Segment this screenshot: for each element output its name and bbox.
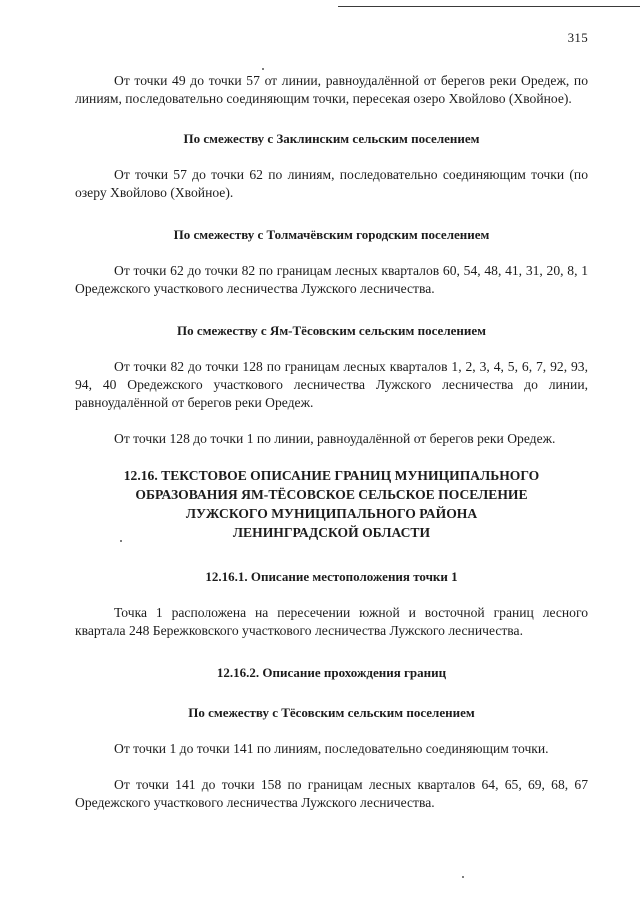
section-heading [75, 466, 588, 542]
scan-speck [262, 68, 264, 70]
section-heading-line: ЛЕНИНГРАДСКОЙ ОБЛАСТИ [232, 525, 431, 540]
paragraph-point-1: Точка 1 расположена на пересечении южной и восточной границ лесного квартала 248 Бережковского участкового лесничества Лужского лесничества. [75, 605, 588, 638]
document-body [75, 72, 588, 812]
paragraph-boundary-62-82: От точки 62 до точки 82 по границам лесных кварталов 60, 54, 48, 41, 31, 20, 8, 1 Оредежского участкового лесничества Лужского лесничества. [75, 263, 588, 296]
paragraph-boundary-1-141: От точки 1 до точки 141 по линиям, последовательно соединяющим точки. [114, 741, 549, 756]
paragraph-boundary-128-1: От точки 128 до точки 1 по линии, равноудалённой от берегов реки Оредеж. [114, 431, 556, 446]
paragraph-boundary-57-62: От точки 57 до точки 62 по линиям, последовательно соединяющим точки (по озеру Хвойлово (Хвойное). [75, 167, 588, 200]
page-number: 315 [567, 30, 588, 45]
paragraph-boundary-49-57: От точки 49 до точки 57 от линии, равноудалённой от берегов реки Оредеж, по линиям, последовательно соединяющим точки, пересекая озеро Хвойлово (Хвойное). [75, 73, 588, 106]
subheading-tesovskoe: По смежеству с Тёсовским сельским поселением [188, 705, 475, 720]
subheading-tolmachevskoe: По смежеству с Толмачёвским городским поселением [173, 227, 490, 242]
subheading-yam-tesovskoe: По смежеству с Ям-Тёсовским сельским поселением [176, 323, 487, 338]
section-heading-line: 12.16. ТЕКСТОВОЕ ОПИСАНИЕ ГРАНИЦ МУНИЦИПАЛЬНОГО [123, 468, 540, 483]
section-heading-line: ОБРАЗОВАНИЯ ЯМ-ТЁСОВСКОЕ СЕЛЬСКОЕ ПОСЕЛЕНИЕ [135, 487, 528, 502]
scan-speck [462, 876, 464, 878]
paragraph-boundary-82-128: От точки 82 до точки 128 по границам лесных кварталов 1, 2, 3, 4, 5, 6, 7, 92, 93, 94, 40 Оредежского участкового лесничества Лужского лесничества до линии, равноудалённой от берегов реки Оредеж. [75, 359, 588, 410]
paragraph-boundary-141-158: От точки 141 до точки 158 по границам лесных кварталов 64, 65, 69, 68, 67 Оредежского участкового лесничества Лужского лесничества. [75, 777, 588, 810]
subheading-zaklinskoe: По смежеству с Заклинским сельским поселением [183, 131, 480, 146]
subheading-point-1-location: 12.16.1. Описание местоположения точки 1 [205, 569, 458, 584]
scan-speck [120, 540, 122, 542]
section-heading-line: ЛУЖСКОГО МУНИЦИПАЛЬНОГО РАЙОНА [185, 506, 478, 521]
subheading-boundary-description: 12.16.2. Описание прохождения границ [216, 665, 447, 680]
header-rule [338, 6, 640, 7]
